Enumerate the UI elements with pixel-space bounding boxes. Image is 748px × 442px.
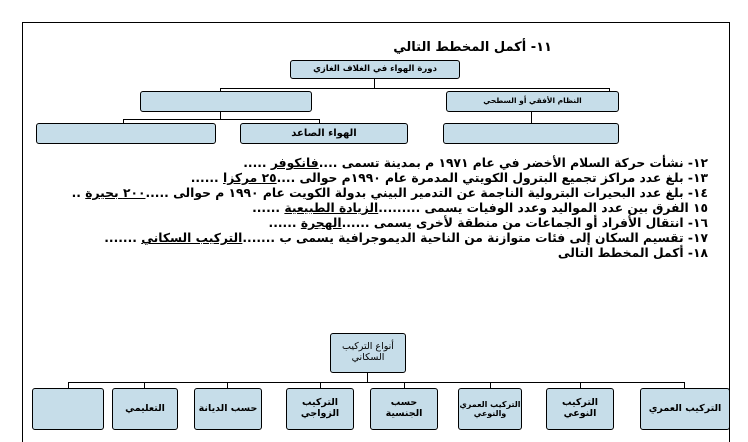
question-text: ١٥ الفرق بين عدد المواليد وعدد الوفيات يسمى .........	[378, 201, 708, 215]
question-16	[269, 216, 708, 231]
question-tail: ......	[268, 216, 301, 230]
question-13	[191, 171, 708, 186]
question-answer: ٢٥ مركزا	[223, 171, 277, 185]
q18-item-age-structure: التركيب العمري	[640, 388, 730, 430]
q11-level2-box-right: النظام الأفقي أو السطحي	[446, 91, 619, 112]
q18-item-nationality: حسب الجنسية	[370, 388, 438, 430]
question-tail: .....	[243, 156, 271, 170]
question-answer: التركيب السكاني	[141, 231, 243, 245]
question-14	[72, 186, 708, 201]
question-text: ١٤- بلغ عدد البحيرات البترولية الناجمة عن التدمير البيني بدولة الكويت عام ١٩٩٠ م حوالى .....	[145, 186, 708, 200]
q11-level3-box-right	[443, 123, 619, 144]
q18-root-box: أنواع التركيب السكاني	[330, 333, 406, 373]
question-text: ١٢- نشأت حركة السلام الأخضر في عام ١٩٧١ م بمدينة تسمى ....	[318, 156, 708, 170]
question-tail: ..	[71, 186, 86, 200]
q11-level3-box-left	[36, 123, 216, 144]
q18-connector	[68, 382, 685, 383]
question-tail: ......	[190, 171, 224, 185]
q11-level2-box-left	[140, 91, 312, 112]
question-text: ١٧- تقسيم السكان إلى فئات متوازنة من الناحية الديموجرافية يسمى ب .......	[242, 231, 708, 245]
q11-connector	[123, 119, 320, 120]
q11-root-box: دورة الهواء في الغلاف الغازي	[290, 60, 460, 79]
question-12	[243, 156, 708, 171]
q18-item-educational: التعليمي	[112, 388, 178, 430]
question-answer: الهجرة	[300, 216, 342, 230]
q11-heading: ١١- أكمل المخطط التالي	[393, 40, 552, 55]
q18-item-empty	[32, 388, 104, 430]
question-answer: ٢٠٠ بحيرة	[85, 186, 146, 200]
question-text: ١٣- بلغ عدد مراكز تجميع البترول الكويتي المدمرة عام ١٩٩٠م حوالى ....	[276, 171, 708, 185]
q18-item-gender-structure: التركيب النوعي	[546, 388, 614, 430]
question-17	[104, 231, 708, 246]
q11-connector	[220, 88, 610, 89]
question-text: ١٨- أكمل المخطط التالى	[557, 246, 708, 260]
question-tail: ......	[252, 201, 285, 215]
question-15	[252, 201, 708, 216]
q11-level3-box-rising-air: الهواء الصاعد	[240, 123, 408, 144]
question-answer: فانكوفر	[270, 156, 319, 170]
question-18	[558, 246, 708, 261]
question-answer: الزيادة الطبيعية	[284, 201, 379, 215]
question-tail: .......	[104, 231, 142, 245]
q18-item-marital-structure: التركيب الزواجي	[286, 388, 354, 430]
question-text: ١٦- انتقال الأفراد أو الجماعات من منطقة لأخرى يسمى ......	[341, 216, 708, 230]
q18-item-religion: حسب الديانة	[194, 388, 262, 430]
q18-item-age-gender-structure: التركيب العمري والنوعي	[458, 388, 522, 430]
